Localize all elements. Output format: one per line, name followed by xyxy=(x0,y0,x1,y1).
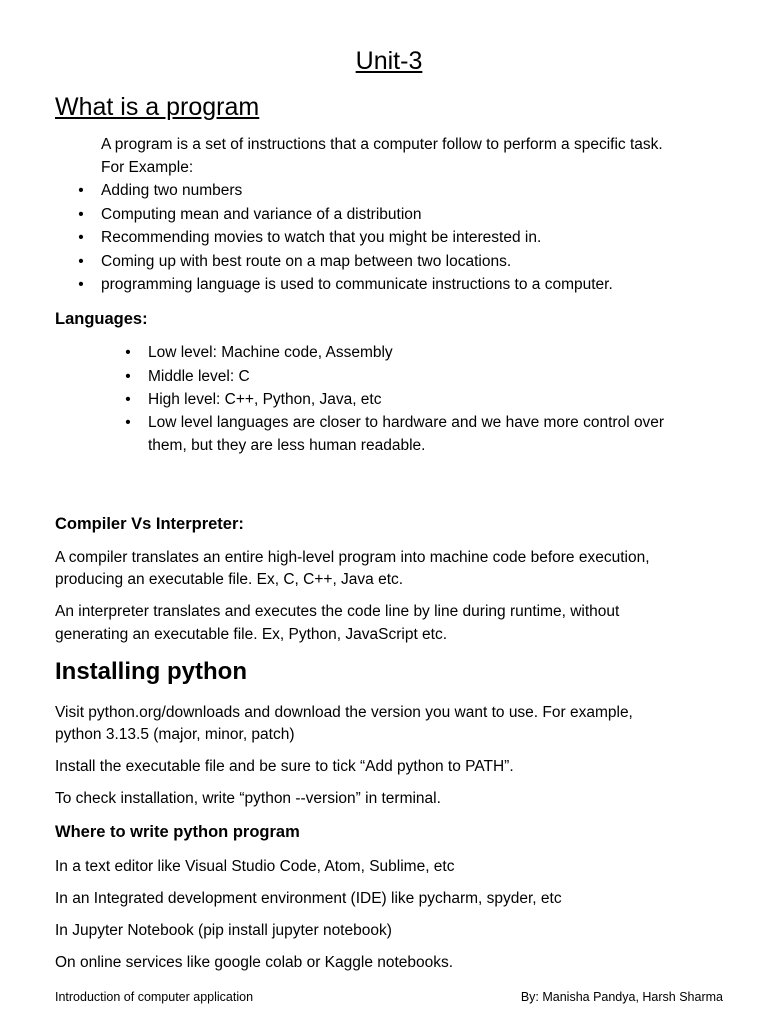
installing-python-heading: Installing python xyxy=(55,658,247,685)
languages-heading: Languages: xyxy=(55,310,148,328)
interpreter-paragraph-cont: generating an executable file. Ex, Python, JavaScript etc. xyxy=(55,626,448,643)
list-item: In an Integrated development environment (IDE) like pycharm, spyder, etc xyxy=(55,890,562,907)
unit-title: Unit-3 xyxy=(355,47,423,75)
compiler-heading: Compiler Vs Interpreter: xyxy=(55,515,244,533)
check-installation-paragraph: To check installation, write “python --version” in terminal. xyxy=(55,790,441,807)
where-to-write-heading: Where to write python program xyxy=(55,823,300,841)
compiler-paragraph: A compiler translates an entire high-level program into machine code before execution, xyxy=(55,549,650,566)
list-item: In Jupyter Notebook (pip install jupyter notebook) xyxy=(55,922,392,939)
install-path-paragraph: Install the executable file and be sure to tick “Add python to PATH”. xyxy=(55,758,514,775)
list-item-continuation: them, but they are less human readable. xyxy=(148,437,426,454)
interpreter-paragraph: An interpreter translates and executes the code line by line during runtime, without xyxy=(55,603,620,620)
footer-course-title: Introduction of computer application xyxy=(55,990,254,1004)
program-heading: What is a program xyxy=(55,93,260,121)
program-intro-example: For Example: xyxy=(101,159,194,176)
list-item: On online services like google colab or Kaggle notebooks. xyxy=(55,954,454,971)
install-paragraph: Visit python.org/downloads and download the version you want to use. For example, xyxy=(55,704,633,721)
list-item: In a text editor like Visual Studio Code, Atom, Sublime, etc xyxy=(55,858,455,875)
document-page: Unit-3 What is a program A program is a set of instructions that a computer follow to perform a specific task. For Example: • Adding two numbers • Computing mean and variance of a distribution • Recommending movies to watch that you might be interested in. • Coming up with best route on a map between two locations. • programming language is used to communicate instructions to a computer. Languages: • Low level: Machine code, Assembly • Middle level: C • High level: C++, Python, Java, etc • Low level languages are closer to hardware and we have more control over them, but they are less human readable. Compiler Vs Interpreter: A compiler translates an entire high-level program into machine code before execution, producing an executable file. Ex, C, C++, Java etc. An interpreter translates and executes the code line by line during runtime, without generating an executable file. Ex, Python, JavaScript etc. Installing python Visit python.org/downloads and download the version you want to use. For example, python 3.13.5 (major, minor, patch) Install the executable file and be sure to tick “Add python to PATH”. To check installation, write “python --version” in terminal. Where to write python program In a text editor like Visual Studio Code, Atom, Sublime, etc In an Integrated development environment (IDE) like pycharm, spyder, etc In Jupyter Notebook (pip install jupyter notebook) On online services like google colab or Kaggle notebooks. Introduction of computer application By: Manisha Pandya, Harsh Sharma xyxy=(0,0,768,1024)
program-intro: A program is a set of instructions that a computer follow to perform a specific task. xyxy=(101,136,663,153)
footer-authors: By: Manisha Pandya, Harsh Sharma xyxy=(520,990,723,1004)
compiler-paragraph-cont: producing an executable file. Ex, C, C++, Java etc. xyxy=(55,571,404,588)
install-paragraph-cont: python 3.13.5 (major, minor, patch) xyxy=(55,726,295,743)
